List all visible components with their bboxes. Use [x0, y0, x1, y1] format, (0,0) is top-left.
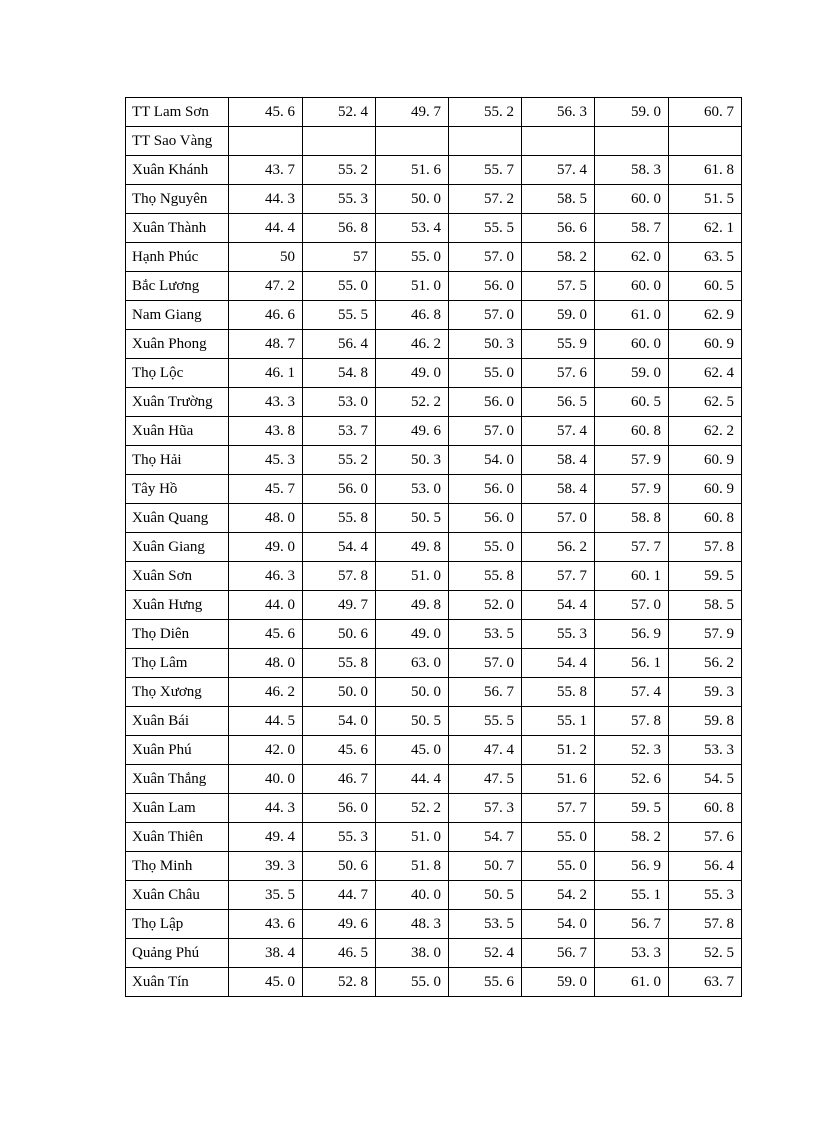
value-cell: 46. 3: [229, 562, 303, 591]
value-cell: 44. 4: [229, 214, 303, 243]
commune-name-cell: Thọ Lộc: [126, 359, 229, 388]
value-cell: 55. 8: [303, 649, 376, 678]
value-cell: 46. 2: [229, 678, 303, 707]
table-row: [126, 388, 742, 417]
table-row: [126, 649, 742, 678]
table-row: [126, 272, 742, 301]
value-cell: 56. 7: [449, 678, 522, 707]
value-cell: 60. 0: [595, 272, 669, 301]
value-cell: 56. 5: [522, 388, 595, 417]
value-cell: 61. 8: [669, 156, 742, 185]
value-cell: 57: [303, 243, 376, 272]
value-cell: 57. 5: [522, 272, 595, 301]
table-row: [126, 881, 742, 910]
value-cell: 57. 8: [669, 533, 742, 562]
table-row: [126, 504, 742, 533]
value-cell: 56. 7: [595, 910, 669, 939]
value-cell: 45. 3: [229, 446, 303, 475]
value-cell: 53. 5: [449, 620, 522, 649]
value-cell: 57. 4: [522, 417, 595, 446]
value-cell: 56. 0: [449, 272, 522, 301]
commune-name-cell: Thọ Xương: [126, 678, 229, 707]
value-cell: 57. 0: [522, 504, 595, 533]
commune-name-cell: Thọ Nguyên: [126, 185, 229, 214]
value-cell: [522, 127, 595, 156]
table-row: [126, 156, 742, 185]
value-cell: 50. 7: [449, 852, 522, 881]
value-cell: 56. 7: [522, 939, 595, 968]
value-cell: 63. 7: [669, 968, 742, 997]
value-cell: 55. 0: [449, 533, 522, 562]
value-cell: 61. 0: [595, 968, 669, 997]
value-cell: 50. 0: [376, 185, 449, 214]
value-cell: 45. 7: [229, 475, 303, 504]
value-cell: 56. 6: [522, 214, 595, 243]
table-row: [126, 533, 742, 562]
value-cell: 49. 6: [303, 910, 376, 939]
value-cell: 52. 6: [595, 765, 669, 794]
value-cell: 56. 1: [595, 649, 669, 678]
value-cell: 49. 8: [376, 533, 449, 562]
table-row: [126, 98, 742, 127]
value-cell: 50. 3: [376, 446, 449, 475]
commune-name-cell: Xuân Phú: [126, 736, 229, 765]
table-row: [126, 214, 742, 243]
value-cell: 57. 9: [595, 446, 669, 475]
commune-name-cell: Xuân Hưng: [126, 591, 229, 620]
value-cell: 47. 4: [449, 736, 522, 765]
value-cell: 45. 6: [303, 736, 376, 765]
value-cell: 55. 5: [303, 301, 376, 330]
value-cell: 60. 9: [669, 475, 742, 504]
value-cell: 56. 2: [669, 649, 742, 678]
value-cell: 56. 3: [522, 98, 595, 127]
value-cell: 56. 0: [449, 475, 522, 504]
value-cell: 60. 5: [669, 272, 742, 301]
value-cell: [669, 127, 742, 156]
value-cell: 43. 6: [229, 910, 303, 939]
value-cell: 35. 5: [229, 881, 303, 910]
value-cell: 44. 3: [229, 185, 303, 214]
value-cell: 57. 8: [669, 910, 742, 939]
table-row: [126, 736, 742, 765]
value-cell: [229, 127, 303, 156]
value-cell: 52. 5: [669, 939, 742, 968]
value-cell: 38. 4: [229, 939, 303, 968]
table-row: [126, 852, 742, 881]
value-cell: 59. 5: [595, 794, 669, 823]
value-cell: 63. 0: [376, 649, 449, 678]
commune-name-cell: Thọ Lâm: [126, 649, 229, 678]
value-cell: 54. 4: [522, 649, 595, 678]
value-cell: 44. 0: [229, 591, 303, 620]
value-cell: 52. 3: [595, 736, 669, 765]
commune-name-cell: Thọ Hải: [126, 446, 229, 475]
value-cell: 60. 8: [669, 794, 742, 823]
value-cell: 46. 2: [376, 330, 449, 359]
value-cell: 57. 0: [449, 417, 522, 446]
value-cell: 44. 3: [229, 794, 303, 823]
value-cell: 51. 0: [376, 823, 449, 852]
value-cell: 54. 5: [669, 765, 742, 794]
value-cell: 60. 9: [669, 330, 742, 359]
value-cell: 50. 3: [449, 330, 522, 359]
value-cell: 57. 7: [522, 794, 595, 823]
value-cell: 60. 8: [669, 504, 742, 533]
table-row: [126, 475, 742, 504]
value-cell: [449, 127, 522, 156]
value-cell: 55. 8: [303, 504, 376, 533]
value-cell: 60. 0: [595, 330, 669, 359]
value-cell: 54. 0: [303, 707, 376, 736]
value-cell: 52. 4: [303, 98, 376, 127]
value-cell: 54. 0: [449, 446, 522, 475]
value-cell: 57. 8: [595, 707, 669, 736]
value-cell: 55. 8: [449, 562, 522, 591]
value-cell: 46. 1: [229, 359, 303, 388]
value-cell: 62. 5: [669, 388, 742, 417]
value-cell: 56. 0: [449, 504, 522, 533]
value-cell: 59. 0: [595, 98, 669, 127]
value-cell: 43. 3: [229, 388, 303, 417]
value-cell: 53. 0: [376, 475, 449, 504]
commune-name-cell: Xuân Bái: [126, 707, 229, 736]
value-cell: 45. 6: [229, 98, 303, 127]
value-cell: 50. 5: [376, 504, 449, 533]
value-cell: 62. 1: [669, 214, 742, 243]
commune-name-cell: Xuân Phong: [126, 330, 229, 359]
value-cell: [595, 127, 669, 156]
value-cell: 51. 5: [669, 185, 742, 214]
commune-name-cell: Xuân Trường: [126, 388, 229, 417]
value-cell: 59. 8: [669, 707, 742, 736]
value-cell: 43. 7: [229, 156, 303, 185]
value-cell: 55. 1: [595, 881, 669, 910]
value-cell: 53. 5: [449, 910, 522, 939]
value-cell: 52. 8: [303, 968, 376, 997]
commune-name-cell: Xuân Hũa: [126, 417, 229, 446]
value-cell: 52. 0: [449, 591, 522, 620]
commune-name-cell: Xuân Khánh: [126, 156, 229, 185]
table-row: [126, 765, 742, 794]
value-cell: 55. 8: [522, 678, 595, 707]
value-cell: 55. 0: [376, 243, 449, 272]
value-cell: 52. 2: [376, 388, 449, 417]
value-cell: 49. 6: [376, 417, 449, 446]
value-cell: 57. 4: [595, 678, 669, 707]
table-row: [126, 127, 742, 156]
table-row: [126, 794, 742, 823]
commune-name-cell: Thọ Minh: [126, 852, 229, 881]
value-cell: 44. 7: [303, 881, 376, 910]
value-cell: 58. 8: [595, 504, 669, 533]
value-cell: 58. 3: [595, 156, 669, 185]
value-cell: 57. 7: [522, 562, 595, 591]
commune-name-cell: Xuân Thành: [126, 214, 229, 243]
value-cell: 57. 0: [449, 301, 522, 330]
value-cell: 55. 2: [303, 446, 376, 475]
value-cell: 57. 9: [595, 475, 669, 504]
value-cell: 48. 7: [229, 330, 303, 359]
value-cell: 59. 5: [669, 562, 742, 591]
value-cell: 49. 4: [229, 823, 303, 852]
value-cell: 55. 3: [669, 881, 742, 910]
value-cell: 59. 3: [669, 678, 742, 707]
value-cell: 61. 0: [595, 301, 669, 330]
value-cell: 50: [229, 243, 303, 272]
value-cell: 46. 6: [229, 301, 303, 330]
value-cell: 48. 3: [376, 910, 449, 939]
commune-name-cell: Xuân Thiên: [126, 823, 229, 852]
value-cell: 54. 4: [303, 533, 376, 562]
value-cell: 47. 5: [449, 765, 522, 794]
value-cell: 42. 0: [229, 736, 303, 765]
value-cell: 56. 9: [595, 852, 669, 881]
value-cell: 46. 5: [303, 939, 376, 968]
value-cell: 40. 0: [229, 765, 303, 794]
table-row: [126, 185, 742, 214]
value-cell: 55. 2: [303, 156, 376, 185]
value-cell: 54. 8: [303, 359, 376, 388]
value-cell: 55. 0: [449, 359, 522, 388]
table-row: [126, 591, 742, 620]
commune-name-cell: Hạnh Phúc: [126, 243, 229, 272]
commune-name-cell: TT Sao Vàng: [126, 127, 229, 156]
value-cell: 57. 0: [595, 591, 669, 620]
value-cell: 51. 2: [522, 736, 595, 765]
value-cell: 57. 6: [522, 359, 595, 388]
value-cell: 56. 8: [303, 214, 376, 243]
value-cell: 51. 6: [522, 765, 595, 794]
value-cell: 38. 0: [376, 939, 449, 968]
value-cell: 43. 8: [229, 417, 303, 446]
value-cell: 51. 6: [376, 156, 449, 185]
commune-name-cell: Xuân Quang: [126, 504, 229, 533]
value-cell: 57. 6: [669, 823, 742, 852]
commune-name-cell: TT Lam Sơn: [126, 98, 229, 127]
value-cell: 55. 0: [522, 852, 595, 881]
value-cell: 57. 2: [449, 185, 522, 214]
value-cell: 48. 0: [229, 649, 303, 678]
value-cell: 59. 0: [522, 968, 595, 997]
commune-name-cell: Quảng Phú: [126, 939, 229, 968]
value-cell: 53. 0: [303, 388, 376, 417]
value-cell: [303, 127, 376, 156]
value-cell: 45. 0: [229, 968, 303, 997]
value-cell: 55. 0: [376, 968, 449, 997]
value-cell: 54. 0: [522, 910, 595, 939]
value-cell: 58. 4: [522, 475, 595, 504]
value-cell: 60. 0: [595, 185, 669, 214]
value-cell: 58. 2: [595, 823, 669, 852]
value-cell: 46. 8: [376, 301, 449, 330]
value-cell: 56. 0: [303, 794, 376, 823]
value-cell: 55. 3: [303, 823, 376, 852]
value-cell: 60. 5: [595, 388, 669, 417]
table-row: [126, 968, 742, 997]
table-row: [126, 301, 742, 330]
value-cell: 52. 4: [449, 939, 522, 968]
value-cell: 55. 6: [449, 968, 522, 997]
value-cell: 57. 4: [522, 156, 595, 185]
value-cell: 57. 0: [449, 649, 522, 678]
value-cell: 53. 3: [595, 939, 669, 968]
value-cell: 50. 5: [449, 881, 522, 910]
value-cell: 54. 7: [449, 823, 522, 852]
value-cell: 57. 9: [669, 620, 742, 649]
value-cell: 39. 3: [229, 852, 303, 881]
value-cell: 57. 8: [303, 562, 376, 591]
table-row: [126, 939, 742, 968]
value-cell: 56. 0: [449, 388, 522, 417]
value-cell: 55. 5: [449, 214, 522, 243]
value-cell: 56. 4: [303, 330, 376, 359]
value-cell: 47. 2: [229, 272, 303, 301]
value-cell: 49. 7: [376, 98, 449, 127]
value-cell: 55. 3: [303, 185, 376, 214]
value-cell: 45. 0: [376, 736, 449, 765]
value-cell: 50. 0: [303, 678, 376, 707]
value-cell: [376, 127, 449, 156]
table-row: [126, 707, 742, 736]
value-cell: 62. 2: [669, 417, 742, 446]
commune-name-cell: Xuân Giang: [126, 533, 229, 562]
value-cell: 62. 9: [669, 301, 742, 330]
table-row: [126, 910, 742, 939]
value-cell: 56. 4: [669, 852, 742, 881]
value-cell: 51. 0: [376, 272, 449, 301]
value-cell: 50. 5: [376, 707, 449, 736]
table-row: [126, 330, 742, 359]
table-body: [126, 98, 742, 997]
value-cell: 57. 3: [449, 794, 522, 823]
commune-name-cell: Xuân Sơn: [126, 562, 229, 591]
value-cell: 49. 0: [229, 533, 303, 562]
table-row: [126, 678, 742, 707]
value-cell: 55. 9: [522, 330, 595, 359]
value-cell: 58. 4: [522, 446, 595, 475]
value-cell: 54. 4: [522, 591, 595, 620]
value-cell: 56. 2: [522, 533, 595, 562]
commune-name-cell: Xuân Lam: [126, 794, 229, 823]
commune-name-cell: Xuân Tín: [126, 968, 229, 997]
commune-name-cell: Thọ Lập: [126, 910, 229, 939]
value-cell: 55. 1: [522, 707, 595, 736]
value-cell: 51. 8: [376, 852, 449, 881]
commune-name-cell: Thọ Diên: [126, 620, 229, 649]
value-cell: 58. 2: [522, 243, 595, 272]
commune-name-cell: Tây Hồ: [126, 475, 229, 504]
value-cell: 58. 7: [595, 214, 669, 243]
value-cell: 57. 0: [449, 243, 522, 272]
value-cell: 62. 4: [669, 359, 742, 388]
value-cell: 55. 0: [522, 823, 595, 852]
table-row: [126, 417, 742, 446]
value-cell: 60. 7: [669, 98, 742, 127]
value-cell: 56. 0: [303, 475, 376, 504]
value-cell: 63. 5: [669, 243, 742, 272]
value-cell: 59. 0: [522, 301, 595, 330]
table-row: [126, 620, 742, 649]
table-row: [126, 359, 742, 388]
data-table: [125, 97, 742, 997]
table-row: [126, 243, 742, 272]
value-cell: 46. 7: [303, 765, 376, 794]
value-cell: 49. 0: [376, 620, 449, 649]
value-cell: 59. 0: [595, 359, 669, 388]
value-cell: 55. 2: [449, 98, 522, 127]
value-cell: 56. 9: [595, 620, 669, 649]
value-cell: 58. 5: [522, 185, 595, 214]
value-cell: 50. 6: [303, 852, 376, 881]
value-cell: 40. 0: [376, 881, 449, 910]
value-cell: 50. 6: [303, 620, 376, 649]
value-cell: 60. 1: [595, 562, 669, 591]
value-cell: 53. 4: [376, 214, 449, 243]
commune-name-cell: Xuân Thắng: [126, 765, 229, 794]
value-cell: 49. 8: [376, 591, 449, 620]
commune-name-cell: Xuân Châu: [126, 881, 229, 910]
value-cell: 55. 3: [522, 620, 595, 649]
value-cell: 44. 5: [229, 707, 303, 736]
value-cell: 54. 2: [522, 881, 595, 910]
value-cell: 55. 0: [303, 272, 376, 301]
commune-name-cell: Bắc Lương: [126, 272, 229, 301]
value-cell: 60. 9: [669, 446, 742, 475]
value-cell: 44. 4: [376, 765, 449, 794]
value-cell: 49. 0: [376, 359, 449, 388]
value-cell: 53. 3: [669, 736, 742, 765]
table-row: [126, 562, 742, 591]
value-cell: 53. 7: [303, 417, 376, 446]
value-cell: 62. 0: [595, 243, 669, 272]
table-row: [126, 823, 742, 852]
value-cell: 45. 6: [229, 620, 303, 649]
value-cell: 51. 0: [376, 562, 449, 591]
value-cell: 52. 2: [376, 794, 449, 823]
value-cell: 55. 5: [449, 707, 522, 736]
value-cell: 58. 5: [669, 591, 742, 620]
value-cell: 57. 7: [595, 533, 669, 562]
value-cell: 60. 8: [595, 417, 669, 446]
value-cell: 50. 0: [376, 678, 449, 707]
value-cell: 48. 0: [229, 504, 303, 533]
table-row: [126, 446, 742, 475]
commune-name-cell: Nam Giang: [126, 301, 229, 330]
value-cell: 55. 7: [449, 156, 522, 185]
value-cell: 49. 7: [303, 591, 376, 620]
